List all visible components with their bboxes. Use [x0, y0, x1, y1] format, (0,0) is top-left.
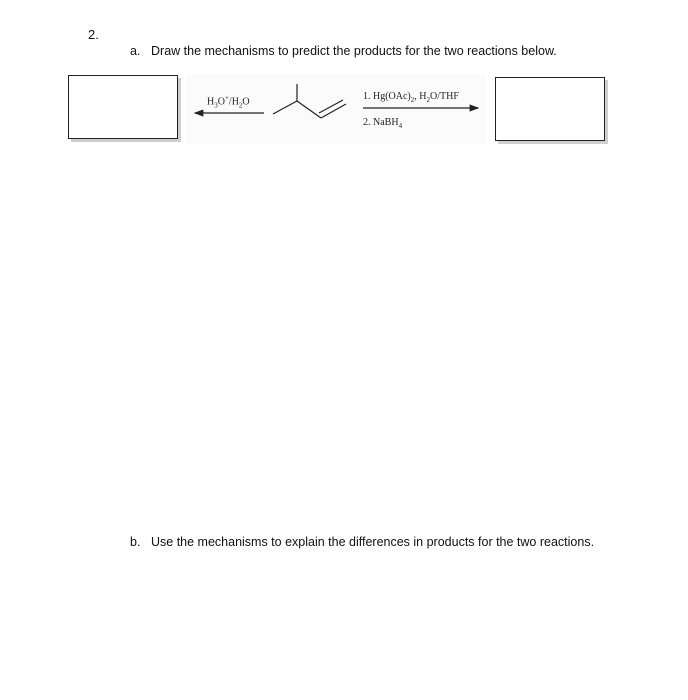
part-a-label: a.: [130, 44, 141, 58]
left-reagent-label: $H_3O^+/H_2O$: [207, 94, 250, 110]
right-reagent-step-2: 2. NaBH$_4$: [363, 117, 403, 130]
part-a-instruction: Draw the mechanisms to predict the products for the two reactions below.: [151, 44, 557, 58]
alkene-skeletal-structure: [273, 84, 346, 118]
question-number: 2.: [88, 27, 99, 42]
right-reagent-step-1: 1. $Hg(OAc)_2$, $H_2O$/THF: [363, 91, 459, 104]
part-b-instruction: Use the mechanisms to explain the differences in products for the two reactions.: [151, 535, 595, 549]
part-b-label: b.: [130, 535, 141, 549]
